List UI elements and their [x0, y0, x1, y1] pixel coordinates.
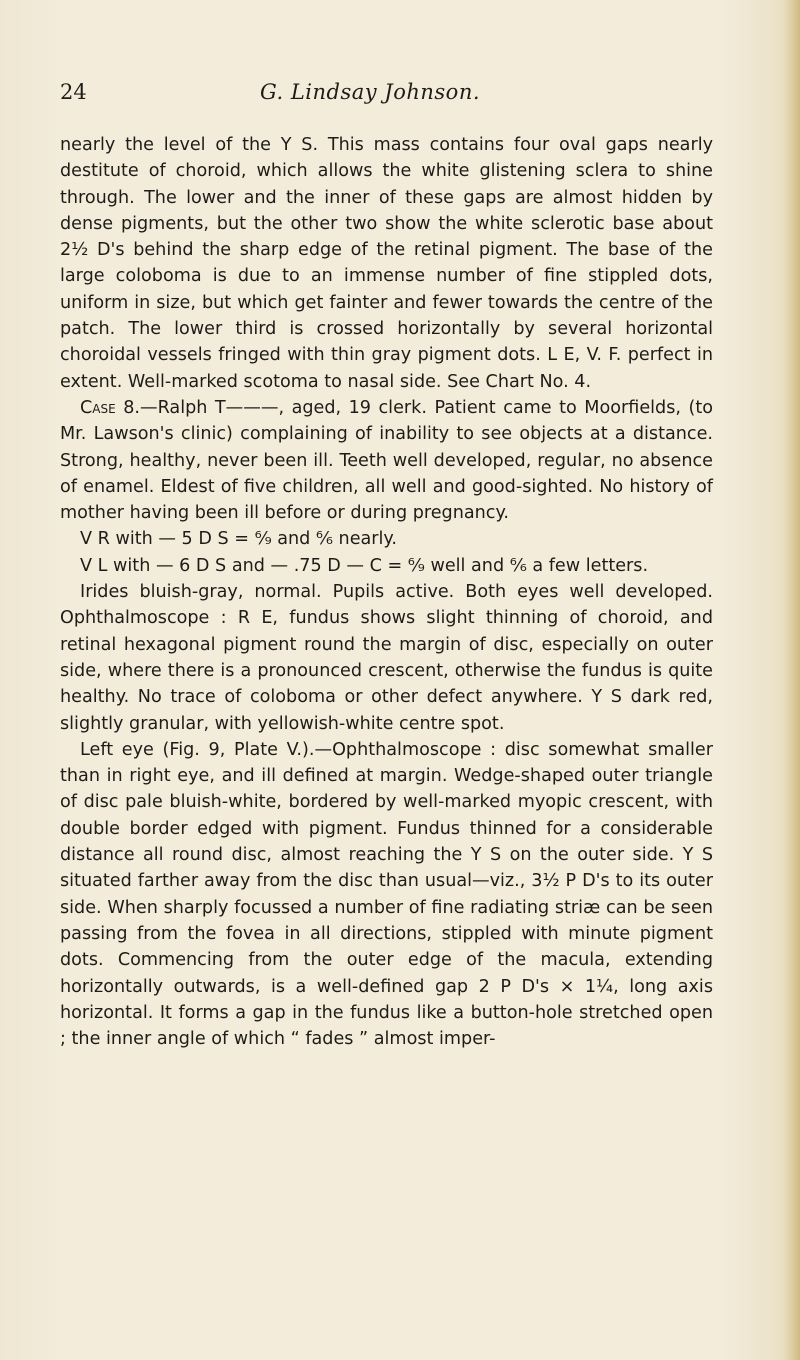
paragraph-case-8 — [60, 395, 713, 526]
case-history: Patient came to Moorfields, (to Mr. Lawson's clinic) complaining of inability to see objects at a distance. Strong, healthy, never been ill. Teeth well developed, regular, no absence of enamel. Eldest of five children, all well and good-sighted. No history of mother having been ill before or during pregnancy. — [60, 397, 714, 524]
case-heading: —Ralph T———, aged, 19 clerk. — [140, 397, 427, 418]
page-edge-shading — [784, 0, 800, 1360]
paragraph-right-eye: Irides bluish-gray, normal. Pupils active. Both eyes well developed. Ophthalmoscope : R E, fundus shows slight thinning of choroid, and retinal hexagonal pigment round the margin of disc, especially on outer side, where there is a pronounced crescent, otherwise the fundus is quite healthy. No trace of coloboma or other defect anywhere. Y S dark red, slightly granular, with yellowish-white centre spot. — [60, 582, 713, 734]
case-label: Case 8. — [80, 397, 140, 418]
paragraph-coloboma-description: nearly the level of the Y S. This mass contains four oval gaps nearly destitute of choroid, which allows the white glistening sclera to shine through. The lower and the inner of these gaps are almost hidden by dense pigments, but the other two show the white sclerotic base about 2½ D's behind the sharp edge of the retinal pigment. The base of the large coloboma is due to an immense number of fine stippled dots, uniform in size, but which get fainter and fewer towards the centre of the patch. The lower third is crossed horizontally by several horizontal choroidal vessels fringed with thin gray pigment dots. L E, V. F. perfect in extent. Well-marked scotoma to nasal side. See Chart No. 4. — [60, 135, 713, 392]
running-title: G. Lindsay Johnson. — [259, 80, 481, 104]
paragraph-left-eye: Left eye (Fig. 9, Plate V.).—Ophthalmoscope : disc somewhat smaller than in right eye, and ill defined at margin. Wedge-shaped outer triangle of disc pale bluish-white, bordered by well-marked myopic crescent, with double border edged with pigment. Fundus thinned for a considerable distance all round disc, almost reaching the Y S on the outer side. Y S situated farther away from the disc than usual—viz., 3½ P D's to its outer side. When sharply focussed a number of fine radiating striæ can be seen passing from the fovea in all directions, stippled with minute pigment dots. Commencing from the outer edge of the macula, extending horizontally outwards, is a well-defined gap 2 P D's × 1¼, long axis horizontal. It forms a gap in the fundus like a button-hole stretched open ; the inner angle of which “ fades ” almost imper- — [60, 739, 713, 1050]
page-header — [60, 80, 680, 120]
paragraph-vision-right: V R with — 5 D S = ⁶⁄₉ and ⁶⁄₆ nearly. — [80, 529, 397, 550]
page-number: 24 — [60, 80, 87, 104]
paragraph-vision-left: V L with — 6 D S and — .75 D — C = ⁶⁄₉ well and ⁶⁄₆ a few letters. — [80, 555, 649, 576]
body-text — [60, 132, 713, 1052]
